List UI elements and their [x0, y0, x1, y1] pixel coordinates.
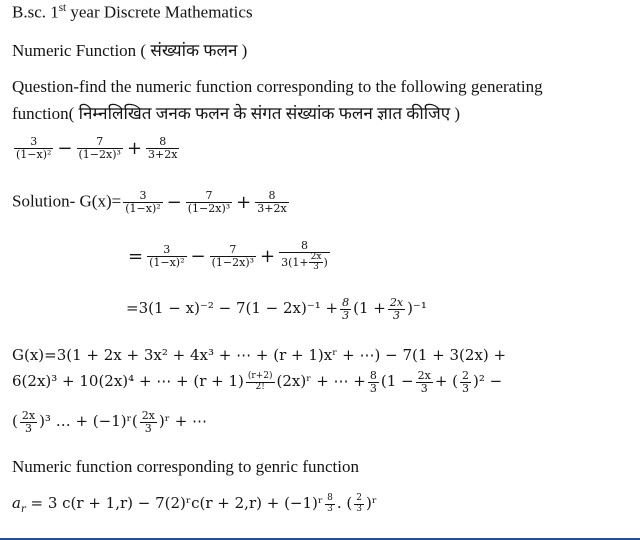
- solution-line-1: Solution- G(x)= $\frac{3}{\text{(1−x)²}}$ − $\frac{7}{\text{(1−2x)³}}$ + $\frac{8}{3+2x}$: [12, 189, 287, 215]
- step3-tail-b: )⁻¹: [407, 299, 427, 318]
- exp2-fraction-3: [416, 370, 433, 394]
- sol-fraction-3-den: 3+2x: [257, 201, 287, 215]
- exp3-fraction-2: [140, 410, 157, 434]
- sol2-fraction-3: [279, 240, 330, 272]
- sol2-fraction-1: [147, 244, 186, 268]
- exp2-fraction-4: [460, 370, 471, 394]
- exp2-d: + (: [434, 372, 459, 391]
- exp2-f1-den: 2!: [246, 382, 275, 392]
- question-line-2: function( निम्नलिखित जनक फलन के संगत संख्यांक फलन ज्ञात कीजिए ): [12, 104, 461, 123]
- sol2-fraction-2: [210, 244, 256, 268]
- sol2-inner-fraction: [309, 253, 324, 273]
- exp2-f4-num: 2: [462, 369, 470, 382]
- sol2-fraction-3-den: 3(1+ $\frac{2x}{3}$ ): [281, 251, 328, 272]
- step3-fraction-1: [340, 297, 351, 321]
- sol2-fraction-1-den: (1−x)²: [149, 255, 185, 269]
- answer-f2-den: 3: [356, 503, 362, 514]
- sol2-fraction-2-num: 7: [229, 243, 237, 257]
- sol-fraction-2: [186, 190, 232, 214]
- exp2-b: (2x)ʳ + ⋯ +: [276, 372, 366, 391]
- fraction-2-num: 7: [96, 135, 104, 148]
- sol-fraction-1-num: 3: [139, 189, 147, 202]
- fraction-3-den: 3+2x: [148, 147, 178, 161]
- fraction-1: [14, 136, 53, 160]
- exp3-c: )ʳ + ⋯: [158, 412, 208, 431]
- exp3-b: )³ … + (−1)ʳ(: [39, 412, 138, 431]
- step3-f-den: 3: [342, 308, 350, 322]
- answer-rhs: = 3 c(r + 1,r) − 7(2)ʳc(r + 2,r) + (−1)ʳ: [25, 494, 324, 512]
- final-answer: [12, 494, 377, 515]
- exp2-f3-den: 3: [416, 382, 433, 395]
- exp2-f4-den: 3: [462, 381, 470, 395]
- expansion-line-3: [12, 410, 207, 434]
- sol-fraction-1-den: (1−x)²: [125, 201, 161, 215]
- exp2-e: )² −: [473, 372, 503, 391]
- sol-fraction-3: [255, 190, 288, 214]
- sol2-den-prefix: 3(1+: [281, 255, 309, 269]
- solution-line-2: = $\frac{3}{\text{(1−x)²}}$ − $\frac{7}{\text{(1−2x)³}}$ + 8 3(1+ $\frac{2x}{3}$ ): [128, 239, 328, 272]
- exp3-a: (: [12, 412, 18, 431]
- answer-fraction-2: [354, 494, 364, 514]
- exp2-c: (1 −: [380, 372, 414, 391]
- topic-title: Numeric Function ( संख्यांक फलन ): [12, 41, 248, 60]
- step3-f2-num: 2x: [389, 296, 404, 309]
- sol2-fraction-3-num: 8: [300, 239, 308, 252]
- header-text: B.sc. 1: [12, 2, 59, 22]
- answer-a: a: [12, 494, 21, 512]
- answer-mid: . (: [336, 494, 353, 512]
- sol2-fraction-2-den: (1−2x)³: [211, 255, 255, 269]
- given-expression: $\frac{3}{\text{(1−x)²}}$ − $\frac{7}{\text{(1−2x)³}}$ + $\frac{8}{3+2x}$: [16, 135, 178, 161]
- exp3-f2-den: 3: [140, 422, 157, 435]
- sol2-inner-num: 2x: [310, 251, 322, 262]
- fraction-3: [146, 136, 179, 160]
- header-sup: st: [58, 2, 67, 14]
- sol-fraction-2-num: 7: [205, 189, 213, 202]
- solution-label: Solution- G(x)=: [12, 191, 122, 211]
- fraction-3-num: 8: [159, 135, 167, 148]
- fraction-1-den: (1−x)²: [16, 147, 52, 161]
- solution-line-3: [126, 297, 427, 321]
- header-text-rest: year Discrete Mathematics: [66, 2, 253, 22]
- exp3-f1-den: 3: [20, 422, 37, 435]
- exp2-f3-num: 2x: [417, 369, 431, 382]
- step3-f-num: 8: [342, 296, 350, 309]
- fraction-2-den: (1−2x)³: [78, 147, 121, 161]
- exp2-fraction-2: [368, 370, 379, 394]
- answer-a-sub: r: [20, 504, 26, 515]
- answer-f2-num: 2: [356, 493, 362, 504]
- sol2-inner-den: 3: [309, 262, 324, 272]
- answer-f1-den: 3: [327, 503, 333, 514]
- fraction-1-num: 3: [30, 135, 38, 148]
- exp3-f2-num: 2x: [141, 409, 155, 422]
- answer-fraction-1: [325, 494, 335, 514]
- step3-fraction-2: [388, 297, 405, 321]
- answer-f1-num: 8: [327, 493, 333, 504]
- step3-tail-a: (1 +: [353, 299, 386, 318]
- exp2-f1-num: (r+2): [247, 371, 273, 382]
- exp3-f1-num: 2x: [21, 409, 36, 422]
- fraction-2: [77, 136, 123, 160]
- sol-fraction-1: [123, 190, 162, 214]
- exp2-f2-num: 8: [369, 369, 377, 382]
- exp3-fraction-1: [20, 410, 37, 434]
- sol-fraction-2-den: (1−2x)³: [187, 201, 231, 215]
- step3-f2-den: 3: [388, 309, 405, 322]
- numeric-function-title: Numeric function corresponding to genric function: [12, 457, 359, 476]
- exp2-fraction-1: [246, 372, 275, 392]
- exp2-a: 6(2x)³ + 10(2x)⁴ + ⋯ + (r + 1): [12, 372, 244, 391]
- question-line-1: Question-find the numeric function corresponding to the following generating: [12, 77, 543, 96]
- answer-end: )ʳ: [365, 494, 378, 512]
- expansion-line-2: [12, 370, 502, 394]
- page-header: [12, 2, 253, 23]
- sol2-fraction-1-num: 3: [163, 243, 171, 257]
- exp2-f2-den: 3: [369, 381, 377, 395]
- sol-fraction-3-num: 8: [268, 189, 276, 202]
- expansion-line-1: G(x)=3(1 + 2x + 3x² + 4x³ + ⋯ + (r + 1)xʳ + ⋯) − 7(1 + 3(2x) +: [12, 346, 507, 364]
- step3-text: =3(1 − x)⁻² − 7(1 − 2x)⁻¹ +: [126, 299, 339, 318]
